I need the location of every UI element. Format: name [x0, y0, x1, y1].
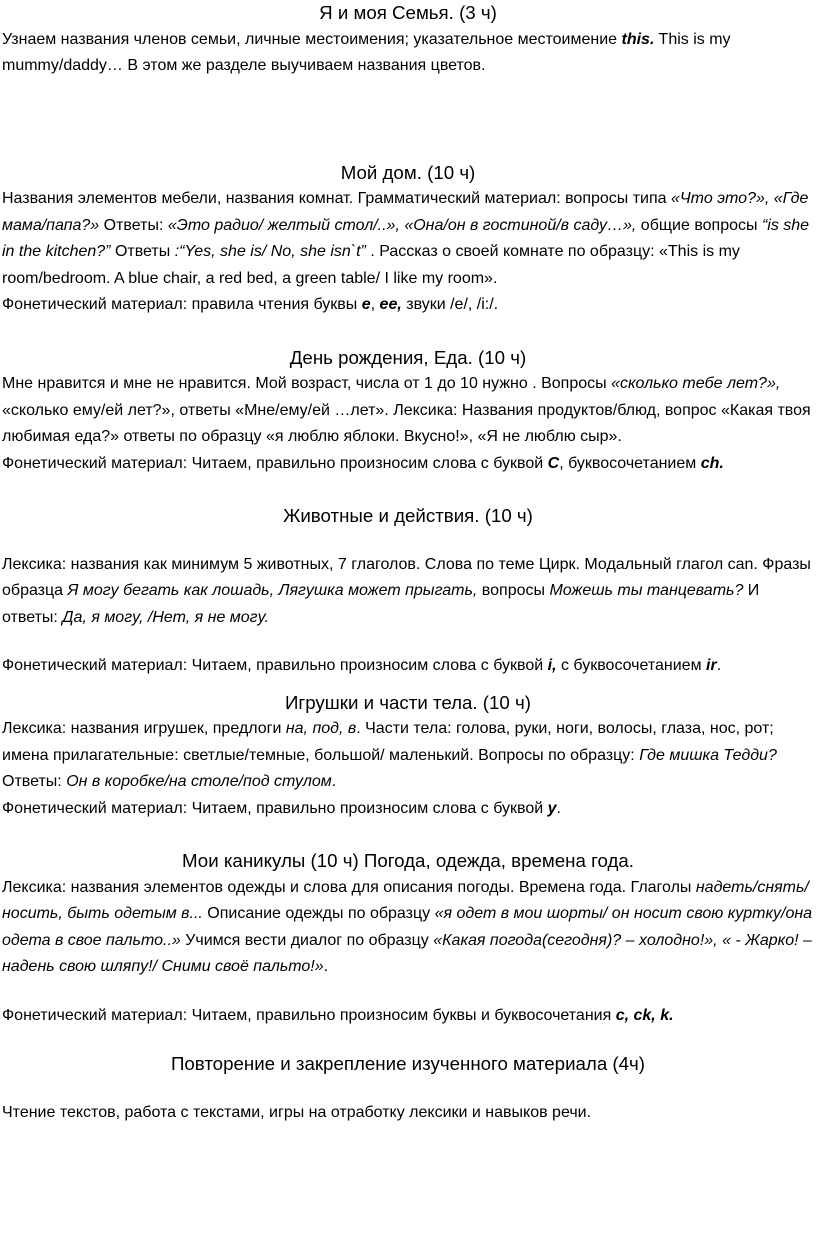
text-run: Лексика: названия как минимум 5 животных, 7 глаголов. Слова по теме Цирк. Модальный глагол can. Фразы образца	[2, 555, 811, 599]
text-run: C	[547, 454, 560, 472]
emphasis	[548, 455, 560, 472]
text-run: Учимся вести диалог по образцу	[180, 931, 434, 949]
section-title-family: Я и моя Семья. (3 ч)	[319, 2, 497, 23]
text-run: Фонетический материал: Читаем, правильно произносим буквы и буквосочетания	[2, 1006, 616, 1024]
text-run: .	[716, 657, 722, 674]
text-run: Да, я могу, /Нет, я не могу.	[62, 608, 269, 626]
spacer	[2, 319, 814, 345]
text-run: ir	[706, 657, 717, 674]
text-run: Фонетический материал: правила чтения буквы	[2, 296, 362, 313]
text-run: . Рассказ о своей комнате по образцу: «This is my room/bedroom. A blue chair, a red bed, a green table/ I like my room».	[2, 243, 740, 287]
spacer	[2, 1078, 814, 1100]
section-title-house: Мой дом. (10 ч)	[340, 161, 476, 183]
section-title-birthday: День рождения, Еда. (10 ч)	[289, 346, 527, 368]
text-run: “is she in the kitchen?”	[2, 216, 810, 260]
section-house-text	[2, 186, 814, 292]
text-run: Где мишка Тедди?	[639, 746, 777, 764]
spacer	[2, 631, 814, 653]
spacer	[2, 80, 814, 160]
section-house-phonetics	[2, 292, 814, 319]
text-run: .	[323, 958, 329, 975]
text-run: . Части тела: голова, руки, ноги, волосы, глаза, нос, рот; имена прилагательные: светлые/темные, большой/ маленький. Вопросы по образцу:	[2, 720, 774, 764]
spacer	[2, 1029, 814, 1051]
text-run: , буквосочетанием	[559, 454, 701, 472]
text-run: общие вопросы	[636, 216, 762, 234]
text-run: c, ck, k.	[615, 1006, 674, 1024]
text-run: «Это радио/ желтый стол/..», «Она/он в гостиной/в саду…»,	[167, 216, 637, 234]
section-holidays-text	[2, 875, 814, 981]
text-run: .	[556, 799, 561, 817]
spacer	[2, 530, 814, 552]
text-run: «Какая погода(сегодня)? – холодно!», « - Жарко! – надень свою шляпу!/ Сними своё пальто!»	[2, 931, 812, 975]
text-run: Фонетический материал: Читаем, правильно произносим слова с буквой	[2, 657, 548, 674]
text-run: «сколько ему/ей лет?», ответы «Мне/ему/ей …лет». Лексика: Названия продуктов/блюд, вопрос «Какая твоя любимая еда?» ответы по образцу «я люблю яблоки. Вкусно!», «Я не люблю сыр».	[2, 401, 811, 445]
section-toys-phonetics	[2, 796, 814, 823]
text-run: Мне нравится и мне не нравится. Мой возраст, числа от 1 до 10 нужно . Вопросы	[2, 375, 612, 392]
text-run: Лексика: названия элементов одежды и слова для описания погоды. Времена года. Глаголы	[2, 878, 696, 896]
text-run: Он в коробке/на столе/под стулом	[66, 773, 332, 790]
text-run: This is my mummy/daddy… В этом же разделе выучиваем названия цветов.	[2, 30, 731, 74]
text-run: Описание одежды по образцу	[202, 905, 435, 922]
text-run: Узнаем названия членов семьи, личные местоимения; указательное местоимение	[2, 30, 622, 48]
text-run: i,	[547, 657, 557, 674]
text-run: Ответы	[110, 243, 175, 260]
text-run: ch.	[700, 454, 724, 472]
section-animals-text	[2, 552, 814, 632]
text-run: .	[331, 773, 337, 790]
section-family-text	[2, 27, 814, 80]
text-run: ,	[370, 296, 380, 313]
section-animals-phonetics	[2, 653, 814, 680]
emphasis	[548, 657, 557, 674]
text-run: y	[547, 799, 557, 817]
text-run: И ответы:	[2, 582, 760, 626]
section-title-holidays: Мои каникулы (10 ч) Погода, одежда, времена года.	[182, 850, 634, 871]
text-run: с буквосочетанием	[556, 657, 707, 674]
text-run: Лексика: названия игрушек, предлоги	[2, 720, 286, 737]
section-title-review: Повторение и закрепление изученного материала (4ч)	[170, 1053, 646, 1074]
emphasis	[380, 296, 402, 313]
text-run: «я одет в мои шорты/ он носит свою куртку/она одета в свое пальто..»	[2, 905, 813, 949]
text-run: Фонетический материал: Читаем, правильно произносим слова с буквой	[2, 799, 548, 817]
text-run: вопросы	[477, 582, 550, 599]
text-run: «сколько тебе лет?»,	[611, 375, 781, 392]
spacer	[2, 981, 814, 1003]
section-review-text	[2, 1100, 814, 1127]
text-run: «Что это?», «Где мама/папа?»	[2, 190, 809, 234]
emphasis	[548, 800, 557, 817]
text-run: на, под, в	[285, 720, 357, 737]
text-run: надеть/снять/носить, быть одетым в...	[2, 878, 809, 922]
emphasis	[706, 657, 717, 674]
emphasis	[616, 1007, 674, 1024]
section-toys-text	[2, 716, 814, 796]
section-birthday-phonetics	[2, 451, 814, 478]
section-title-toys: Игрушки и части тела. (10 ч)	[284, 691, 532, 713]
text-run: :“Yes, she is/ No, she isn`t”	[174, 243, 366, 260]
section-birthday-text	[2, 371, 814, 451]
emphasis	[362, 296, 371, 313]
text-run: Названия элементов мебели, названия комнат. Грамматический материал: вопросы типа	[2, 190, 671, 207]
text-run: Ответы:	[2, 773, 67, 790]
spacer	[2, 680, 814, 690]
text-run: звуки /e/, /i:/.	[401, 296, 499, 313]
section-title-animals: Животные и действия. (10 ч)	[283, 505, 533, 526]
section-holidays-phonetics	[2, 1003, 814, 1030]
spacer	[2, 822, 814, 848]
text-run: this.	[621, 30, 655, 48]
text-run: e	[361, 296, 371, 313]
emphasis	[701, 455, 724, 472]
emphasis	[622, 31, 655, 48]
document-page	[2, 0, 814, 1126]
text-run: Можешь ты танцевать?	[549, 582, 744, 599]
spacer	[2, 477, 814, 503]
text-run: Ответы:	[99, 216, 168, 234]
text-run: ee,	[379, 296, 402, 313]
text-run: Я могу бегать как лошадь, Лягушка может прыгать,	[67, 582, 478, 599]
text-run: Чтение текстов, работа с текстами, игры на отработку лексики и навыков речи.	[2, 1103, 592, 1121]
text-run: Фонетический материал: Читаем, правильно произносим слова с буквой	[2, 454, 548, 472]
